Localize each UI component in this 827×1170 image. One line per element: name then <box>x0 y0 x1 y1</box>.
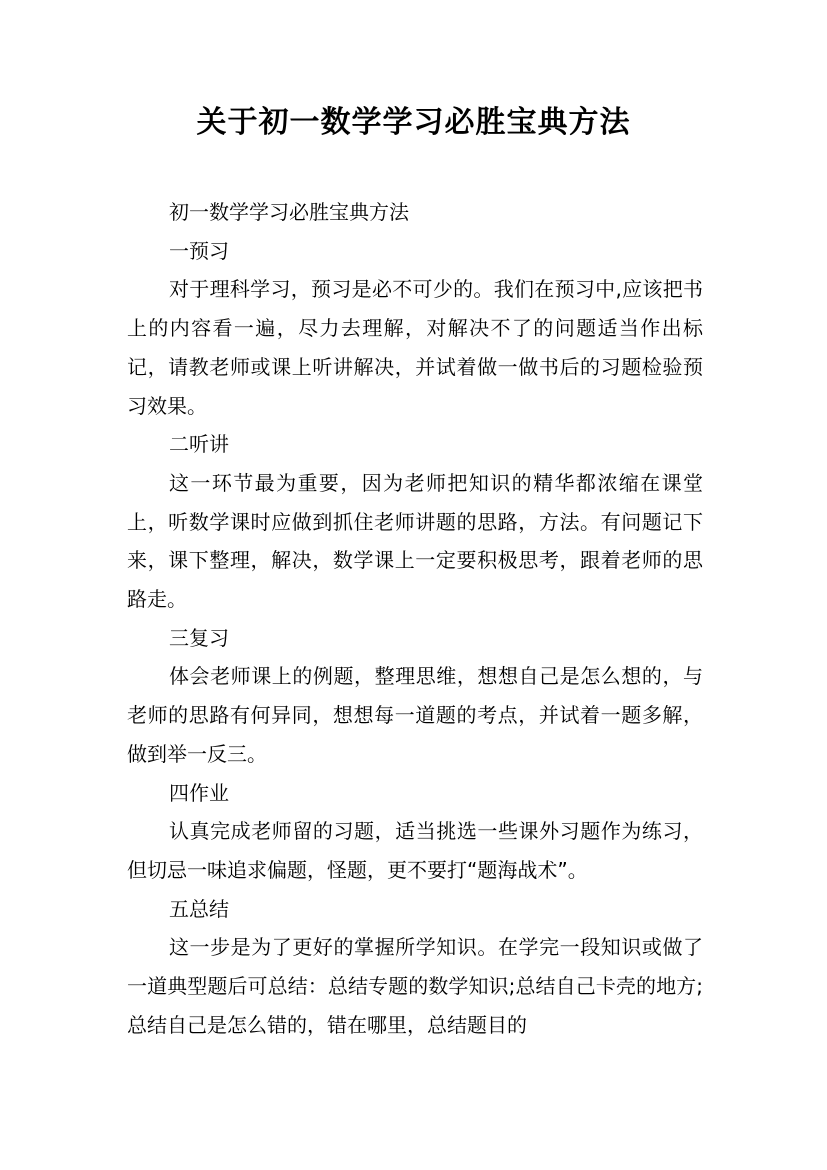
section-heading-homework: 四作业 <box>169 780 229 805</box>
document-subtitle: 初一数学学习必胜宝典方法 <box>169 200 409 224</box>
section-heading-listening: 二听讲 <box>169 432 229 457</box>
section-text-preview: 对于理科学习，预习是必不可少的。我们在预习中,应该把书上的内容看一遍，尽力去理解，对解决不了的问题适当作出标记，请教老师或课上听讲解决，并试着做一做书后的习题检验预习效果。 <box>127 277 703 418</box>
section-text-summary: 这一步是为了更好的掌握所学知识。在学完一段知识或做了一道典型题后可总结：总结专题的数学知识;总结自己卡壳的地方;总结自己是怎么错的，错在哪里，总结题目的 <box>127 935 703 1037</box>
section-text-homework: 认真完成老师留的习题，适当挑选一些课外习题作为练习，但切忌一味追求偏题，怪题，更不要打“题海战术”。 <box>127 819 703 882</box>
section-text-review: 体会老师课上的例题，整理思维，想想自己是怎么想的，与老师的思路有何异同，想想每一道题的考点，并试着一题多解，做到举一反三。 <box>127 664 703 766</box>
section-text-listening: 这一环节最为重要，因为老师把知识的精华都浓缩在课堂上，听数学课时应做到抓住老师讲题的思路，方法。有问题记下来，课下整理，解决，数学课上一定要积极思考，跟着老师的思路走。 <box>127 470 703 612</box>
section-heading-review: 三复习 <box>169 625 229 650</box>
section-heading-summary: 五总结 <box>169 896 229 921</box>
document-body <box>127 193 703 1044</box>
document-title: 关于初一数学学习必胜宝典方法 <box>196 105 631 140</box>
section-heading-preview: 一预习 <box>169 238 229 263</box>
